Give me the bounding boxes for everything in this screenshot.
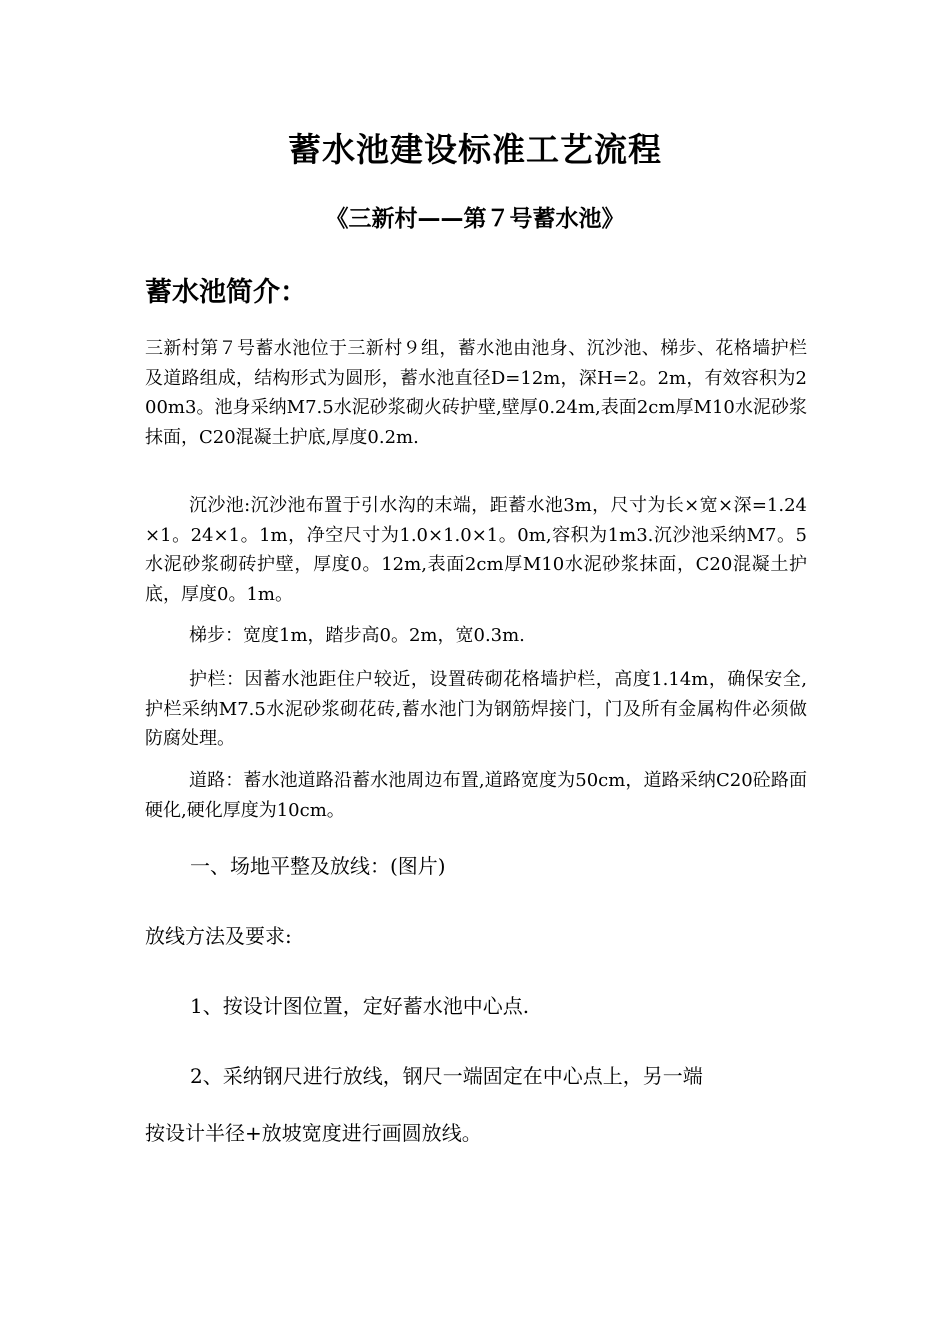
steps-paragraph: 梯步：宽度1m，踏步高0。2m，宽0.3m. — [189, 625, 525, 646]
step-2-line-2: 按设计半径+放坡宽度进行画圆放线。 — [145, 1121, 482, 1145]
section-one-heading: 一、场地平整及放线：(图片) — [190, 854, 446, 878]
step-2-line-1: 2、采纳钢尺进行放线，钢尺一端固定在中心点上，另一端 — [190, 1064, 703, 1088]
road-paragraph: 道路：蓄水池道路沿蓄水池周边布置,道路宽度为50cm，道路采纳C20砼路面硬化,硬化厚度为10cm。 — [145, 770, 807, 821]
step-1: 1、按设计图位置，定好蓄水池中心点. — [190, 994, 530, 1018]
railing-paragraph: 护栏：因蓄水池距住户较近，设置砖砌花格墙护栏，高度1.14m，确保安全,护栏采纳M7.5水泥砂浆砌花砖,蓄水池门为钢筋焊接门，门及所有金属构件必须做防腐处理。 — [145, 669, 807, 749]
document-title: 蓄水池建设标准工艺流程 — [288, 130, 662, 169]
document-subtitle: 《三新村——第７号蓄水池》 — [325, 206, 625, 232]
settling-tank-paragraph: 沉沙池:沉沙池布置于引水沟的末端，距蓄水池3m，尺寸为长×宽×深=1.24×1。24×1。1m，净空尺寸为1.0×1.0×1。0m,容积为1m3.沉沙池采纳M7。5水泥砂浆砌砖护壁，厚度0。12m,表面2cm厚M10水泥砂浆抹面，C20混凝土护底，厚度0。1m。 — [145, 495, 807, 605]
layout-method-label: 放线方法及要求: — [145, 924, 292, 948]
intro-paragraph: 三新村第７号蓄水池位于三新村９组，蓄水池由池身、沉沙池、梯步、花格墙护栏及道路组成，结构形式为圆形，蓄水池直径D=12m，深H=2。2m，有效容积为200m3。池身采纳M7.5水泥砂浆砌火砖护壁,壁厚0.24m,表面2cm厚M10水泥砂浆抹面，C20混凝土护底,厚度0.2m. — [145, 338, 807, 448]
intro-heading: 蓄水池简介： — [145, 277, 307, 308]
